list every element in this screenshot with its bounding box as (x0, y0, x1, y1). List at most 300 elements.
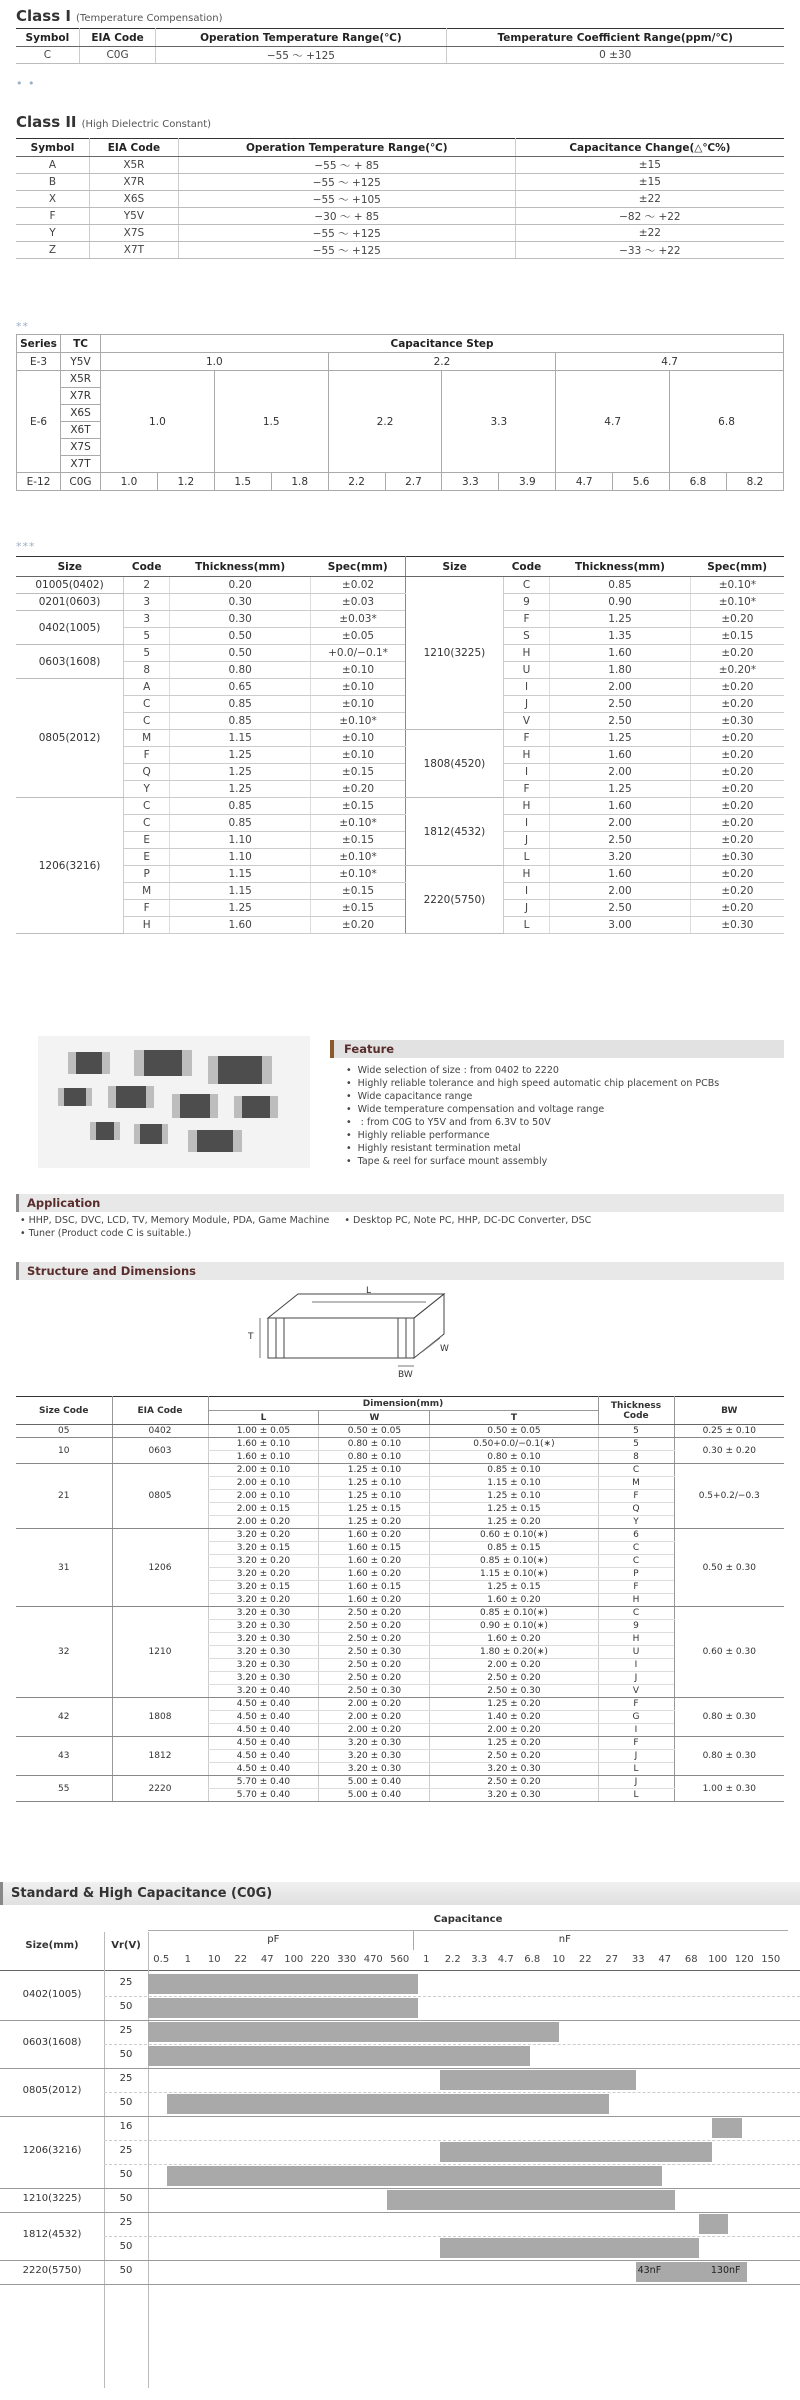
dims-row (16, 1438, 784, 1451)
cap-bar (440, 2238, 700, 2258)
application-items-b: Desktop PC, Note PC, HHP, DC-DC Converter, DSC (353, 1215, 592, 1226)
dims-eia-cell: 2220 (112, 1776, 208, 1802)
feature-item: • Highly reliable tolerance and high speed automatic chip placement on PCBs (346, 1077, 786, 1090)
dims-cell: 2.00 ± 0.20 (208, 1516, 319, 1529)
dims-cell: 1.00 ± 0.05 (208, 1425, 319, 1438)
class1-cell: −55 ～ +125 (156, 47, 446, 64)
cap-tick-label: 10 (552, 1954, 566, 1965)
dims-size-cell: 42 (16, 1698, 112, 1737)
dims-thick-code-cell: C (598, 1464, 674, 1477)
thick-cell: 1.15 (170, 730, 311, 747)
capstep-cell: 4.7 (556, 353, 784, 371)
dims-eia-cell: 0603 (112, 1438, 208, 1464)
cap-size-label: 0805(2012) (22, 2085, 82, 2096)
dims-cell: 1.25 ± 0.20 (319, 1516, 430, 1529)
dims-cell: 3.20 ± 0.30 (319, 1763, 430, 1776)
dims-cell: 1.60 ± 0.15 (319, 1581, 430, 1594)
thick-cell: P (124, 866, 170, 883)
dims-cell: 2.00 ± 0.15 (208, 1503, 319, 1516)
capstep-cell: 2.7 (385, 473, 442, 491)
thick-cell: S (503, 628, 549, 645)
application-body (20, 1214, 784, 1240)
class2-cell: X7R (89, 174, 178, 191)
dims-cell: 3.20 ± 0.30 (208, 1620, 319, 1633)
dims-thick-code-cell: H (598, 1633, 674, 1646)
cap-tick-label: 10 (207, 1954, 221, 1965)
thick-row (16, 866, 784, 883)
dims-cell: 4.50 ± 0.40 (208, 1750, 319, 1763)
thick-cell: C (124, 696, 170, 713)
class1-header-cell: Symbol (16, 29, 79, 47)
capstep-e6-row (17, 371, 784, 388)
dims-cell: 1.15 ± 0.10(∗) (430, 1568, 598, 1581)
thick-header-cell: Size (406, 557, 504, 577)
cap-size-label: 2220(5750) (22, 2265, 82, 2276)
dims-cell: 2.50 ± 0.20 (430, 1776, 598, 1789)
dims-eia-cell: 1812 (112, 1737, 208, 1776)
thick-row (16, 611, 784, 628)
dims-row (16, 1425, 784, 1438)
thick-size-cell: 2220(5750) (406, 866, 504, 934)
thick-cell: ±0.10* (311, 866, 406, 883)
cap-size-label: 1210(3225) (22, 2193, 82, 2204)
feature-item: • Wide selection of size : from 0402 to 2220 (346, 1064, 786, 1077)
dims-cell: 1.25 ± 0.15 (319, 1503, 430, 1516)
capstep-cell: X5R (61, 371, 101, 388)
thick-cell: L (503, 849, 549, 866)
dims-header-cell: T (430, 1411, 598, 1425)
thick-cell: ±0.10 (311, 662, 406, 679)
cap-header-pf: pF (267, 1934, 280, 1945)
thick-cell: C (124, 798, 170, 815)
cap-vr-label: 25 (119, 2217, 133, 2228)
cap-tick-label: 6.8 (524, 1954, 541, 1965)
cap-bar (148, 2046, 530, 2066)
cap-group-line (0, 2068, 800, 2069)
thick-row (16, 900, 784, 917)
thick-cell: ±0.15 (311, 900, 406, 917)
thick-cell: ±0.03* (311, 611, 406, 628)
cap-tick-label: 100 (708, 1954, 728, 1965)
cap-bar (712, 2118, 741, 2138)
thick-cell: F (503, 730, 549, 747)
dim-label-l: L (366, 1286, 372, 1296)
thick-cell: ±0.20 (311, 781, 406, 798)
class2-cell: −30 ～ + 85 (178, 208, 515, 225)
thick-cell: 0.50 (170, 628, 311, 645)
class2-cell: −33 ～ +22 (515, 242, 784, 259)
cap-tick-label: 150 (761, 1954, 781, 1965)
dims-thick-code-cell: 8 (598, 1451, 674, 1464)
dims-cell: 5.70 ± 0.40 (208, 1776, 319, 1789)
thick-cell: ±0.15 (311, 883, 406, 900)
dims-thick-code-cell: M (598, 1477, 674, 1490)
thick-cell: ±0.20 (690, 815, 784, 832)
class2-cell: A (16, 157, 89, 174)
thick-row (16, 679, 784, 696)
dims-cell: 1.60 ± 0.10 (208, 1451, 319, 1464)
dims-thick-code-cell: F (598, 1490, 674, 1503)
class1-header-cell: Temperature Coefficient Range(ppm/℃) (446, 29, 784, 47)
cap-tick-label: 220 (310, 1954, 330, 1965)
capstep-cell: 1.5 (214, 371, 328, 473)
thick-cell: ±0.20 (690, 764, 784, 781)
dims-thick-code-cell: J (598, 1672, 674, 1685)
class1-title (16, 6, 223, 25)
class2-cell: −55 ～ +125 (178, 174, 515, 191)
thick-cell: ±0.20 (690, 798, 784, 815)
dims-thick-code-cell: 5 (598, 1438, 674, 1451)
thick-cell: 1.15 (170, 883, 311, 900)
thick-cell: 1.10 (170, 832, 311, 849)
thick-cell: ±0.20 (690, 900, 784, 917)
thick-cell: C (124, 815, 170, 832)
dims-cell: 4.50 ± 0.40 (208, 1711, 319, 1724)
dims-cell: 3.20 ± 0.30 (208, 1607, 319, 1620)
cap-vr-label: 25 (119, 1977, 133, 1988)
thick-cell: J (503, 832, 549, 849)
class1-cell: C0G (79, 47, 156, 64)
cap-group-line (0, 2212, 800, 2213)
class1-header-cell: Operation Temperature Range(℃) (156, 29, 446, 47)
thick-row (16, 747, 784, 764)
thick-cell: ±0.15 (311, 764, 406, 781)
capstep-cell: 6.8 (670, 371, 784, 473)
cap-tick-label: 470 (363, 1954, 383, 1965)
thick-size-cell: 0805(2012) (16, 679, 124, 798)
dims-cell: 0.50 ± 0.05 (319, 1425, 430, 1438)
capstep-cell: E-12 (17, 473, 61, 491)
thick-cell: 1.25 (170, 900, 311, 917)
capstep-cell: 3.3 (442, 371, 556, 473)
capstep-cell: 1.2 (157, 473, 214, 491)
capstep-e12-row (17, 473, 784, 491)
thick-row (16, 849, 784, 866)
thick-cell: F (503, 781, 549, 798)
thick-cell: H (503, 798, 549, 815)
cap-bar (440, 2142, 713, 2162)
dims-cell: 2.00 ± 0.20 (319, 1711, 430, 1724)
dims-cell: 0.80 ± 0.10 (430, 1451, 598, 1464)
capstep-cell: X7S (61, 439, 101, 456)
dims-thick-code-cell: F (598, 1737, 674, 1750)
thick-cell: 0.65 (170, 679, 311, 696)
cap-tick-label: 22 (234, 1954, 248, 1965)
thick-cell: ±0.30 (690, 917, 784, 934)
cap-vr-label: 50 (119, 2097, 133, 2108)
thick-cell: H (124, 917, 170, 934)
capstep-cell: 6.8 (670, 473, 727, 491)
cap-row-line (104, 2164, 800, 2165)
class2-cell: X (16, 191, 89, 208)
dims-cell: 1.15 ± 0.10 (430, 1477, 598, 1490)
thick-header-row (16, 557, 784, 577)
thick-size-cell: 1808(4520) (406, 730, 504, 798)
cap-bar (387, 2190, 676, 2210)
dims-cell: 3.20 ± 0.30 (430, 1763, 598, 1776)
dims-cell: 0.85 ± 0.10(∗) (430, 1607, 598, 1620)
thick-cell: ±0.10* (311, 815, 406, 832)
cap-bar (167, 2094, 610, 2114)
dims-eia-cell: 0805 (112, 1464, 208, 1529)
cap-size-label: 1206(3216) (22, 2145, 82, 2156)
dims-thick-code-cell: L (598, 1763, 674, 1776)
cap-tick-label: 47 (260, 1954, 274, 1965)
cap-row-line (104, 2044, 800, 2045)
thick-header-cell: Spec(mm) (690, 557, 784, 577)
capstep-cell: 8.2 (726, 473, 783, 491)
cap-vr-label: 50 (119, 2001, 133, 2012)
class2-table (16, 138, 784, 259)
dims-cell: 2.50 ± 0.30 (319, 1685, 430, 1698)
capstep-cell: X7T (61, 456, 101, 473)
thick-cell: J (503, 900, 549, 917)
application-tuner: Tuner (Product code C is suitable.) (28, 1228, 192, 1239)
dims-cell: 3.20 ± 0.15 (208, 1581, 319, 1594)
dims-cell: 1.60 ± 0.10 (208, 1438, 319, 1451)
capstep-mark: ** (16, 320, 29, 333)
dims-cell: 3.20 ± 0.30 (319, 1737, 430, 1750)
thick-size-cell: 1812(4532) (406, 798, 504, 866)
class2-cell: ±15 (515, 157, 784, 174)
cap-bar (148, 1974, 418, 1994)
thick-header-cell: Code (124, 557, 170, 577)
thick-cell: H (503, 645, 549, 662)
thick-cell: 0.80 (170, 662, 311, 679)
thick-cell: 1.80 (550, 662, 691, 679)
dims-thick-code-cell: 6 (598, 1529, 674, 1542)
thick-cell: C (503, 577, 549, 594)
thick-cell: I (503, 883, 549, 900)
dims-cell: 3.20 ± 0.20 (208, 1529, 319, 1542)
thick-cell: J (503, 696, 549, 713)
thick-cell: 1.60 (170, 917, 311, 934)
dims-cell: 4.50 ± 0.40 (208, 1724, 319, 1737)
dimension-table (16, 1396, 784, 1802)
dims-cell: 2.00 ± 0.10 (208, 1464, 319, 1477)
thick-cell: 1.25 (550, 730, 691, 747)
dims-cell: 1.60 ± 0.15 (319, 1542, 430, 1555)
dims-header-cell: W (319, 1411, 430, 1425)
dims-cell: 2.00 ± 0.20 (319, 1698, 430, 1711)
thick-size-cell: 1206(3216) (16, 798, 124, 934)
thick-cell: 0.90 (550, 594, 691, 611)
class2-cell: Y (16, 225, 89, 242)
thick-header-cell: Thickness(mm) (170, 557, 311, 577)
thick-cell: U (503, 662, 549, 679)
thick-cell: V (503, 713, 549, 730)
thick-cell: Q (124, 764, 170, 781)
thick-cell: ±0.10* (311, 849, 406, 866)
thick-size-cell: 0201(0603) (16, 594, 124, 611)
thick-cell: ±0.10 (311, 696, 406, 713)
cap-row-line (104, 2236, 800, 2237)
dims-header-cell: BW (674, 1397, 784, 1425)
thick-cell: ±0.02 (311, 577, 406, 594)
cap-vr-label: 16 (119, 2121, 133, 2132)
dims-header-cell: Thickness Code (598, 1397, 674, 1425)
thick-cell: 1.60 (550, 645, 691, 662)
dims-cell: 1.60 ± 0.20 (319, 1555, 430, 1568)
dims-cell: 2.00 ± 0.20 (319, 1724, 430, 1737)
chip-diagram (240, 1282, 480, 1394)
class2-cell: −55 ～ +125 (178, 242, 515, 259)
dims-thick-code-cell: C (598, 1607, 674, 1620)
thick-row (16, 594, 784, 611)
class2-header-cell: Symbol (16, 139, 89, 157)
thick-cell: 5 (124, 628, 170, 645)
class2-cell: ±22 (515, 225, 784, 242)
capstep-cell: 5.6 (613, 473, 670, 491)
thick-cell: 0.50 (170, 645, 311, 662)
class1-header-row (16, 29, 784, 47)
thick-size-cell: 0402(1005) (16, 611, 124, 645)
class2-cell: ±22 (515, 191, 784, 208)
cap-vr-label: 25 (119, 2073, 133, 2084)
dims-eia-cell: 0402 (112, 1425, 208, 1438)
thick-cell: I (503, 764, 549, 781)
dims-eia-cell: 1210 (112, 1607, 208, 1698)
dims-cell: 3.20 ± 0.20 (208, 1594, 319, 1607)
thick-cell: F (503, 611, 549, 628)
dims-thick-code-cell: Q (598, 1503, 674, 1516)
thick-mark: *** (16, 540, 36, 553)
thick-cell: M (124, 730, 170, 747)
application-line-1: • HHP, DSC, DVC, LCD, TV, Memory Module, PDA, Game Machine • Desktop PC, Note PC, HHP, DC-DC Converter, DSC (20, 1215, 592, 1226)
cap-header-capacitance: Capacitance (433, 1914, 503, 1925)
dims-cell: 1.60 ± 0.20 (319, 1568, 430, 1581)
dims-thick-code-cell: P (598, 1568, 674, 1581)
class2-title (16, 112, 211, 131)
thick-cell: 1.25 (170, 747, 311, 764)
cap-vr-label: 50 (119, 2169, 133, 2180)
thick-row (16, 696, 784, 713)
thick-row (16, 798, 784, 815)
chip-photo (38, 1036, 310, 1168)
thick-cell: F (124, 747, 170, 764)
dims-thick-code-cell: 9 (598, 1620, 674, 1633)
dims-header-cell: Dimension(mm) (208, 1397, 598, 1411)
capstep-cell: Y5V (61, 353, 101, 371)
cap-header-divider (413, 1930, 414, 1950)
thick-cell: A (124, 679, 170, 696)
capstep-cell: 2.2 (328, 371, 442, 473)
thick-cell: ±0.10 (311, 679, 406, 696)
dim-label-t: T (248, 1332, 254, 1342)
class2-cell: −82 ～ +22 (515, 208, 784, 225)
thick-cell: ±0.10* (311, 713, 406, 730)
cap-tick-label: 100 (284, 1954, 304, 1965)
thick-cell: ±0.15 (690, 628, 784, 645)
structure-heading: Structure and Dimensions (16, 1262, 784, 1280)
feature-item: • Highly resistant termination metal (346, 1142, 786, 1155)
capacitance-chart (0, 1912, 800, 2392)
thick-cell: 3 (124, 611, 170, 628)
thick-cell: ±0.30 (690, 849, 784, 866)
feature-item: • : from C0G to Y5V and from 6.3V to 50V (346, 1116, 786, 1129)
cap-tick-label: 33 (631, 1954, 645, 1965)
dims-bw-cell: 1.00 ± 0.30 (674, 1776, 784, 1802)
thick-header-cell: Code (503, 557, 549, 577)
capstep-table (16, 334, 784, 491)
dims-row (16, 1464, 784, 1477)
thick-cell: ±0.20 (690, 730, 784, 747)
feature-heading: Feature (330, 1040, 784, 1058)
cap-tick-label: 330 (337, 1954, 357, 1965)
dims-cell: 1.25 ± 0.10 (319, 1490, 430, 1503)
capstep-cell: 3.3 (442, 473, 499, 491)
dims-cell: 0.80 ± 0.10 (319, 1438, 430, 1451)
thick-cell: H (503, 747, 549, 764)
dims-bw-cell: 0.5+0.2/−0.3 (674, 1464, 784, 1529)
dims-cell: 2.50 ± 0.20 (430, 1672, 598, 1685)
dims-cell: 1.25 ± 0.10 (430, 1490, 598, 1503)
thick-size-cell: 01005(0402) (16, 577, 124, 594)
feature-item: • Wide capacitance range (346, 1090, 786, 1103)
dim-label-w: W (440, 1344, 449, 1354)
thick-cell: ±0.20 (690, 866, 784, 883)
class2-header-cell: EIA Code (89, 139, 178, 157)
dims-eia-cell: 1206 (112, 1529, 208, 1607)
thick-cell: 3 (124, 594, 170, 611)
thick-row (16, 662, 784, 679)
dims-thick-code-cell: V (598, 1685, 674, 1698)
dims-cell: 1.25 ± 0.10 (319, 1464, 430, 1477)
cap-bar (699, 2214, 728, 2234)
thick-cell: 1.35 (550, 628, 691, 645)
dims-cell: 0.85 ± 0.15 (430, 1542, 598, 1555)
dims-cell: 2.50 ± 0.20 (430, 1750, 598, 1763)
class1-cell: C (16, 47, 79, 64)
thick-cell: ±0.30 (690, 713, 784, 730)
dims-cell: 3.20 ± 0.20 (208, 1568, 319, 1581)
cap-bar (148, 1998, 418, 2018)
capchart-title: Standard & High Capacitance (C0G) (0, 1882, 800, 1905)
capstep-e3-row (17, 353, 784, 371)
capstep-cell: Series (17, 335, 61, 353)
dims-cell: 3.20 ± 0.30 (208, 1646, 319, 1659)
dims-bw-cell: 0.60 ± 0.30 (674, 1607, 784, 1698)
cap-header-nf: nF (558, 1934, 571, 1945)
dims-size-cell: 55 (16, 1776, 112, 1802)
cap-bar-label-end: 130nF (710, 2265, 741, 2276)
dims-thick-code-cell: J (598, 1750, 674, 1763)
dims-cell: 0.85 ± 0.10 (430, 1464, 598, 1477)
dims-cell: 2.00 ± 0.10 (208, 1490, 319, 1503)
dims-cell: 3.20 ± 0.30 (319, 1750, 430, 1763)
cap-header-vr: Vr(V) (111, 1940, 141, 1951)
dims-cell: 1.60 ± 0.20 (319, 1594, 430, 1607)
thick-cell: ±0.20 (690, 645, 784, 662)
class2-row (16, 174, 784, 191)
thick-cell: 1.25 (550, 781, 691, 798)
thick-cell: I (503, 679, 549, 696)
class2-cell: −55 ～ + 85 (178, 157, 515, 174)
class2-cell: −55 ～ +105 (178, 191, 515, 208)
thick-cell: 1.25 (550, 611, 691, 628)
class2-cell: F (16, 208, 89, 225)
dim-label-bw: BW (398, 1370, 413, 1380)
feature-list (346, 1064, 786, 1168)
dims-thick-code-cell: F (598, 1698, 674, 1711)
thick-cell: 0.85 (170, 815, 311, 832)
dims-cell: 3.20 ± 0.30 (208, 1633, 319, 1646)
class1-cell: 0 ±30 (446, 47, 784, 64)
dims-cell: 3.20 ± 0.30 (208, 1659, 319, 1672)
cap-tick-label: 1 (184, 1954, 191, 1965)
cap-tick-label: 4.7 (497, 1954, 514, 1965)
thick-cell: 1.60 (550, 747, 691, 764)
